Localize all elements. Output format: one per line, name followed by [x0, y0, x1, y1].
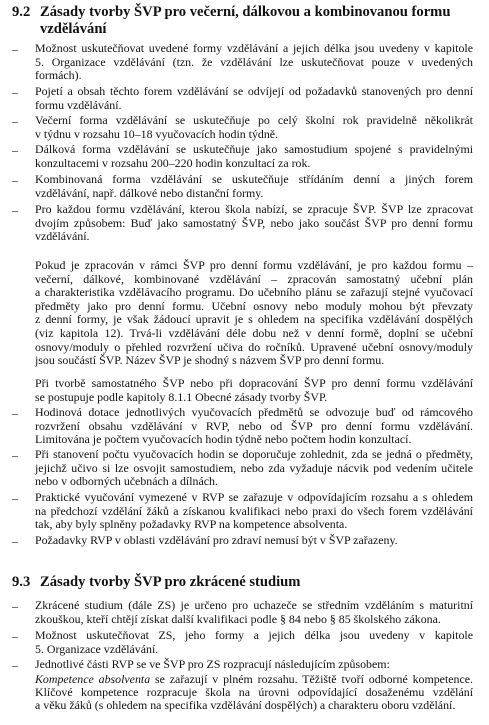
text-line: Večerní forma vzdělávání se uskutečňuje po celý školní rok pravidelně několikrát	[35, 113, 473, 127]
text-line: nebo v odborných učebnách a dílnách.	[35, 474, 218, 489]
bullet-dash: –	[12, 406, 18, 420]
paragraph-text: se zařazují v plném rozsahu. Těžiště tvoří odborné kompetence.	[150, 672, 473, 686]
bullet-item	[35, 203, 473, 244]
text-line: Možnost uskutečňovat uvedené formy vzdělávání a jejich délka jsou uvedeny v kapitole	[35, 41, 473, 55]
text-line: zkouškou, kteří chtějí získat další kvalifikaci podle § 84 nebo § 85 školského zákona.	[35, 611, 441, 626]
bullet-item	[35, 406, 473, 447]
text-line: Při tvorbě samostatného ŠVP nebo při dopracování ŠVP pro denní formu vzdělávání	[35, 376, 473, 390]
text-line: vzdělávání.	[35, 229, 90, 244]
bullet-dash: –	[12, 629, 18, 643]
text-line: Možnost uskutečňovat ZS, jeho formy a jejich délka jsou uvedeny v kapitole	[35, 628, 473, 642]
section-title: Zásady tvorby ŠVP pro zkrácené studium	[40, 574, 301, 590]
section-number: 9.2	[12, 4, 31, 20]
text-line: formu vzdělávání.	[35, 97, 122, 112]
text-line: Požadavky RVP v oblasti vzdělávání pro zdraví nemusí být v ŠVP zařazeny.	[35, 533, 398, 547]
text-line: Dálková forma vzdělávání se uskutečňuje jako samostudium spojené s pravidelnými	[35, 142, 473, 156]
text-line: 5. Organizace vzdělávání (tzn. že vzdělávání lze uskutečňovat pouze v uvedených	[35, 54, 473, 69]
text-line: (viz kapitola 12). Trvá-li vzdělávání déle dobu než v denní formě, doplní se učební	[35, 325, 473, 340]
bullet-dash: –	[12, 42, 18, 56]
bullet-dash: –	[12, 143, 18, 157]
paragraph	[35, 377, 473, 404]
bullet-item	[35, 599, 473, 626]
bullet-dash: –	[12, 448, 18, 462]
text-line: Hodinová dotace jednotlivých vyučovacích předmětů se odvozuje buď od rámcového	[35, 405, 473, 419]
paragraph-line: Klíčové kompetence rozpracuje škola na úrovni odpovídající dosaženému vzdělání	[35, 685, 473, 700]
text-line: Praktické vyučování vymezené v RVP se zařazuje v odpovídajícím rozsahu a s ohledem	[35, 490, 473, 504]
bullet-dash: –	[12, 173, 18, 187]
text-line: konzultacemi v rozsahu 200–220 hodin konzultací za rok.	[35, 155, 311, 170]
bullet-dash: –	[12, 203, 18, 217]
text-line: se postupuje podle kapitoly 8.1.1 Obecné zásady tvorby ŠVP.	[35, 389, 328, 404]
bullet-item	[35, 143, 473, 170]
bullet-dash: –	[12, 85, 18, 99]
text-line: a charakteristika vzdělávacího programu. Do učebního plánu se zařazují stejné vyučovací	[35, 285, 473, 300]
text-line: předměty jako pro denní formu. Učební osnovy nebo moduly mohou být převzaty	[35, 298, 473, 313]
section-heading-9-2	[12, 4, 472, 38]
text-line: Pokud je zpracován v rámci ŠVP pro denní formu vzdělávání, je pro každou formu –	[35, 258, 473, 272]
text-line: Zkrácené studium (dále ZS) je určeno pro uchazeče se středním vzděláním s maturitní	[35, 598, 473, 612]
section-number: 9.3	[12, 574, 31, 590]
text-line: tak, aby byly splněny požadavky RVP na kompetence absolventa.	[35, 517, 348, 532]
text-line: jejichž učivo si lze osvojit samostudiem, nebo zda vyžaduje nácvik pod vedením učitele	[35, 460, 473, 475]
text-line: z denní formy, je však žádoucí upravit je s ohledem na specifika vzdělávání dospělých	[35, 312, 473, 327]
bullet-dash: –	[12, 599, 18, 613]
text-line: Pojetí a obsah těchto forem vzdělávání se odvíjejí od požadavků stanovených pro denní	[35, 84, 473, 98]
text-line: Jednotlivé části RVP se ve ŠVP pro ZS rozpracují následujícím způsobem:	[35, 657, 390, 671]
section-heading-9-3	[12, 574, 472, 591]
paragraph-competences	[35, 673, 473, 713]
paragraph-line: a věku žáků (s ohledem na specifika vzdělávání dospělých) a charakteru oboru vzdělání.	[35, 698, 456, 713]
italic-term: Kompetence absolventa	[35, 672, 151, 686]
paragraph	[35, 259, 473, 368]
text-line: Limitována je počtem vyučovacích hodin týdně nebo počtem hodin konzultací.	[35, 432, 412, 447]
bullet-item	[35, 534, 473, 548]
text-line: dvojím způsobem: Buď jako samostatný ŠVP, nebo jako součást ŠVP pro denní formu	[35, 215, 473, 230]
text-line: osnovy/moduly o přehled rozvržení učiva do ročníků. Upravené učební osnovy/moduly	[35, 339, 473, 354]
text-line: Při stanovení počtu vyučovacích hodin se doporučuje zohlednit, zda se jedná o předměty,	[35, 447, 473, 461]
bullet-item	[35, 629, 473, 656]
text-line: na předchozí vzdělání žáků a získanou kvalifikaci nebo praxi do všech forem vzdělávání	[35, 503, 473, 518]
text-line: formách).	[35, 68, 82, 83]
bullet-item	[35, 658, 473, 672]
bullet-item	[35, 85, 473, 112]
text-line: rozvržení obsahu vzdělávání v RVP, nebo od ŠVP pro denní formu vzdělávání.	[35, 418, 473, 433]
section-title-line2: vzdělávání	[40, 21, 107, 37]
bullet-dash: –	[12, 534, 18, 548]
text-line: jsou součástí ŠVP. Název ŠVP je shodný s názvem ŠVP pro denní formu.	[35, 353, 385, 368]
bullet-dash: –	[12, 114, 18, 128]
bullet-item	[35, 173, 473, 200]
text-line: vzdělávání, např. dálkové nebo distanční formy.	[35, 185, 264, 200]
bullet-item	[35, 42, 473, 83]
text-line: 5. Organizace vzdělávání.	[35, 641, 159, 656]
bullet-item	[35, 491, 473, 532]
text-line: Pro každou formu vzdělávání, kterou škola nabízí, se zpracuje ŠVP. ŠVP lze zpracovat	[35, 202, 473, 216]
section-title-line1: Zásady tvorby ŠVP pro večerní, dálkovou a kombinovanou formu	[40, 4, 451, 20]
text-line: v týdnu v rozsahu 10–18 vyučovacích hodin týdně.	[35, 126, 279, 141]
bullet-dash: –	[12, 491, 18, 505]
bullet-item	[35, 448, 473, 489]
bullet-item	[35, 114, 473, 141]
text-line: večerní, dálkové, kombinované vzdělávání – zpracován samostatný učební plán	[35, 271, 473, 286]
bullet-dash: –	[12, 658, 18, 672]
text-line: Kombinovaná forma vzdělávání se uskutečňuje střídáním denní a jiných forem	[35, 172, 473, 186]
